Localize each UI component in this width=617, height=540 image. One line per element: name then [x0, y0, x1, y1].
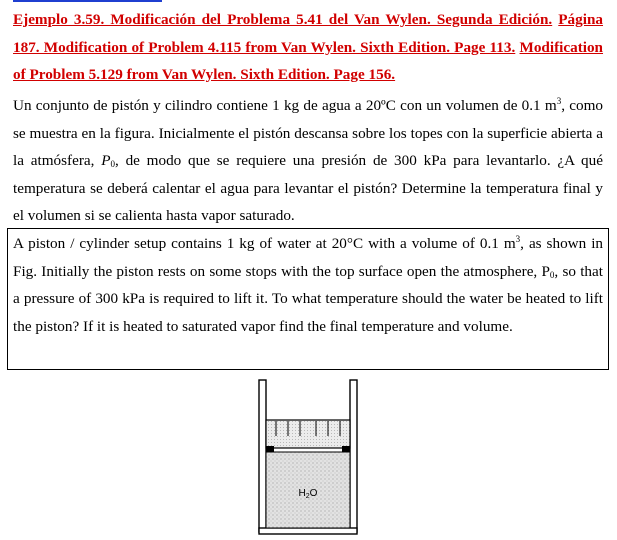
water-region: [266, 452, 350, 528]
cylinder-right-wall: [350, 380, 357, 532]
piston-cylinder-figure: [252, 378, 364, 536]
heading-line-1: Ejemplo 3.59. Modificación del Problema 5.41 del Van Wylen. Segunda Edición.: [13, 11, 553, 28]
heading-line-2: Página 187. Modification of Problem 4.115 from Van Wylen. Sixth Edition. Page 113.: [13, 11, 603, 56]
water-label-2: 2: [305, 493, 310, 500]
spanish-pressure-subscript: 0: [110, 159, 115, 170]
spanish-text-part-3: , de modo que se requiere una presión de 300 kPa para levantarlo. ¿A qué temperatura se deberá calentar el agua para levantar el pistón?: [13, 152, 603, 197]
left-stop: [266, 446, 274, 452]
spanish-text-part-1: Un conjunto de pistón y cilindro contiene 1 kg de agua a 20ºC con un volumen de 0.1 m: [13, 97, 557, 114]
spanish-volume-exponent: 3: [556, 96, 562, 106]
english-text-last-line: volume.: [463, 317, 513, 335]
english-pressure-subscript: 0: [549, 269, 555, 280]
water-label-h: H: [298, 488, 306, 499]
right-stop: [342, 446, 350, 452]
top-rule: [13, 0, 162, 2]
english-text-part-1: A piston / cylinder setup contains 1 kg of water at 20°C with a volume of 0.1 m: [13, 235, 516, 252]
cylinder-left-wall: [259, 380, 266, 532]
spanish-problem-text: [13, 92, 603, 230]
english-text-part-3: , so that a pressure of 300 kPa is required to lift it. To what temperature should the water be heated to lift the piston? If it is heated to saturated vapor find the final temperature and: [13, 262, 603, 335]
english-problem-text: [13, 230, 603, 340]
heading-line-3: Modification of Problem 5.129 from Van Wylen. Sixth Edition. Page 156.: [13, 38, 604, 83]
piston: [266, 420, 350, 448]
cylinder-bottom: [259, 528, 357, 534]
spanish-text-part-2: , como se muestra en la figura. Inicialmente el pistón descansa sobre los topes con la superficie abierta a la atmósfera,: [13, 97, 603, 170]
spanish-pressure-symbol: P: [101, 152, 111, 170]
english-text-part-2: , as shown in Fig. Initially the piston rests on some stops with the top surface open the atmosphere, P: [13, 235, 604, 280]
english-volume-exponent: 3: [515, 234, 521, 244]
spanish-text-last-line: Determine la temperatura final y el volumen si se calienta hasta vapor saturado.: [13, 179, 604, 225]
water-label-o: O: [309, 488, 318, 499]
example-heading: [13, 6, 603, 89]
